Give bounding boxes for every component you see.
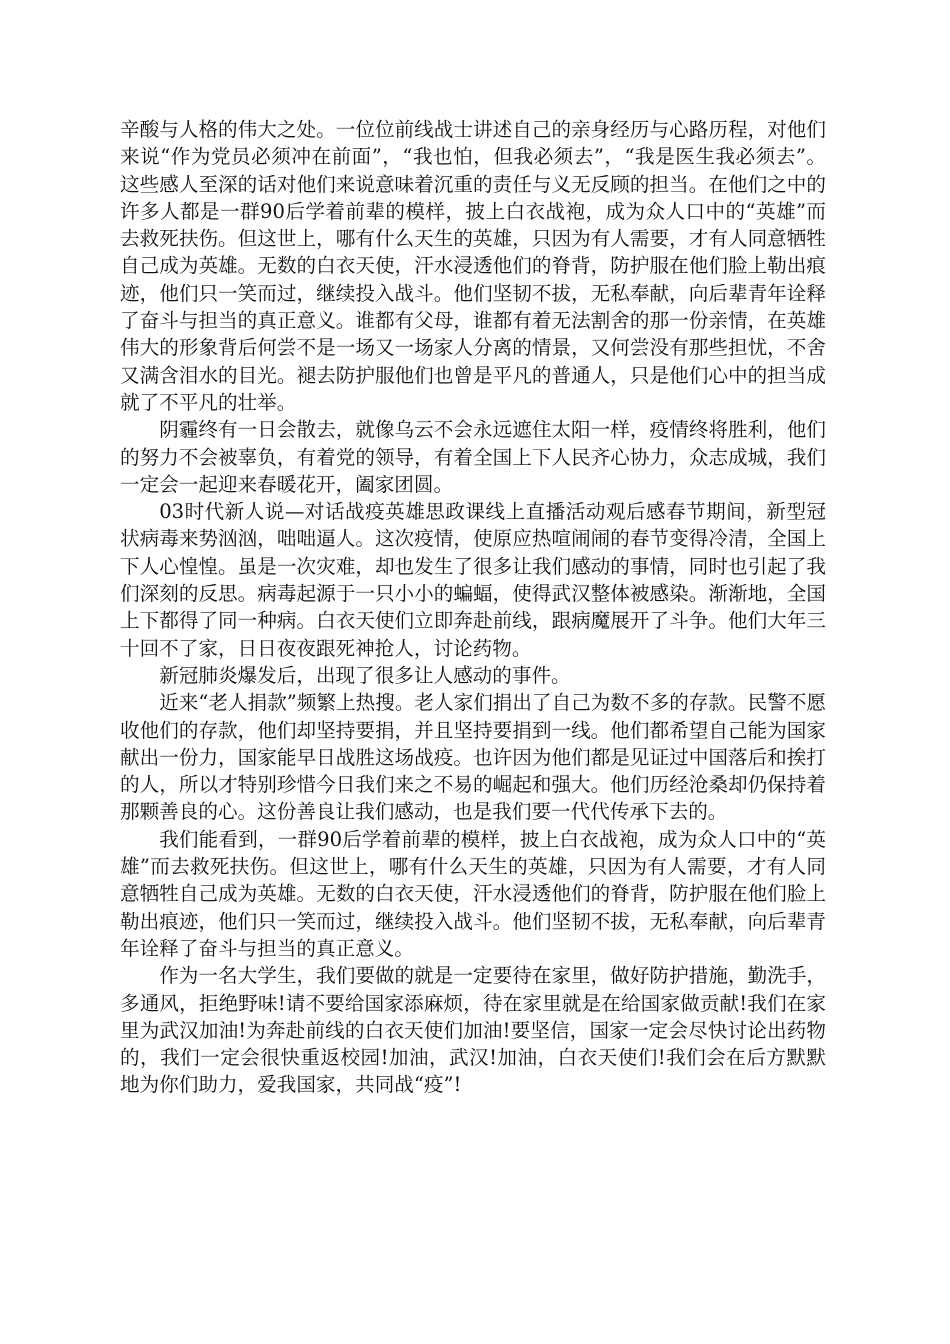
paragraph: 近来“老人捐款”频繁上热搜。老人家们捐出了自己为数不多的存款。民警不愿收他们的存款，他们却坚持要捐，并且坚持要捐到一线。他们都希望自己能为国家献出一份力，国家能早日战胜这场战疫。也许因为他们都是见证过中国落后和挨打的人，所以才特别珍惜今日我们来之不易的崛起和强大。他们历经沧桑却仍保持着那颗善良的心。这份善良让我们感动，也是我们要一代代传承下去的。	[120, 691, 826, 824]
paragraph: 03时代新人说—对话战疫英雄思政课线上直播活动观后感春节期间，新型冠状病毒来势汹汹，咄咄逼人。这次疫情，使原应热喧闹闹的春节变得冷清，全国上下人心惶惶。虽是一次灾难，却也发生了很多让我们感动的事情，同时也引起了我们深刻的反思。病毒起源于一只小小的蝙蝠，使得武汉整体被感染。渐渐地，全国上下都得了同一种病。白衣天使们立即奔赴前线，跟病魔展开了斗争。他们大年三十回不了家，日日夜夜跟死神抢人，讨论药物。	[120, 500, 826, 660]
paragraph: 我们能看到，一群90后学着前辈的模样，披上白衣战袍，成为众人口中的“英雄”而去救死扶伤。但这世上，哪有什么天生的英雄，只因为有人需要，才有人同意牺牲自己成为英雄。无数的白衣天使，汗水浸透他们的脊背，防护服在他们脸上勒出痕迹，他们只一笑而过，继续投入战斗。他们坚韧不拔，无私奉献，向后辈青年诠释了奋斗与担当的真正意义。	[120, 827, 826, 960]
paragraph: 新冠肺炎爆发后，出现了很多让人感动的事件。	[159, 663, 571, 687]
paragraph-continuation: 辛酸与人格的伟大之处。一位位前线战士讲述自己的亲身经历与心路历程，对他们来说“作为党员必须冲在前面”，“我也怕，但我必须去”，“我是医生我必须去”。这些感人至深的话对他们来说意味着沉重的责任与义无反顾的担当。在他们之中的许多人都是一群90后学着前辈的模样，披上白衣战袍，成为众人口中的“英雄”而去救死扶伤。但这世上，哪有什么天生的英雄，只因为有人需要，才有人同意牺牲自己成为英雄。无数的白衣天使，汗水浸透他们的脊背，防护服在他们脸上勒出痕迹，他们只一笑而过，继续投入战斗。他们坚韧不拔，无私奉献，向后辈青年诠释了奋斗与担当的真正意义。谁都有父母，谁都有着无法割舍的那一份亲情，在英雄伟大的形象背后何尝不是一场又一场家人分离的情景，又何尝没有那些担忧，不舍又满含泪水的目光。褪去防护服他们也曾是平凡的普通人，只是他们心中的担当成就了不平凡的壮举。	[120, 118, 826, 414]
paragraph: 阴霾终有一日会散去，就像乌云不会永远遮住太阳一样，疫情终将胜利，他们的努力不会被辜负，有着党的领导，有着全国上下人民齐心协力，众志成城，我们一定会一起迎来春暖花开，阖家团圆。	[120, 418, 826, 496]
document-body	[120, 116, 826, 1099]
paragraph: 作为一名大学生，我们要做的就是一定要待在家里，做好防护措施，勤洗手，多通风，拒绝野味!请不要给国家添麻烦，待在家里就是在给国家做贡献!我们在家里为武汉加油!为奔赴前线的白衣天使们加油!要坚信，国家一定会尽快讨论出药物的，我们一定会很快重返校园!加油，武汉!加油，白衣天使们!我们会在后方默默地为你们助力，爱我国家，共同战“疫”!	[120, 964, 826, 1097]
